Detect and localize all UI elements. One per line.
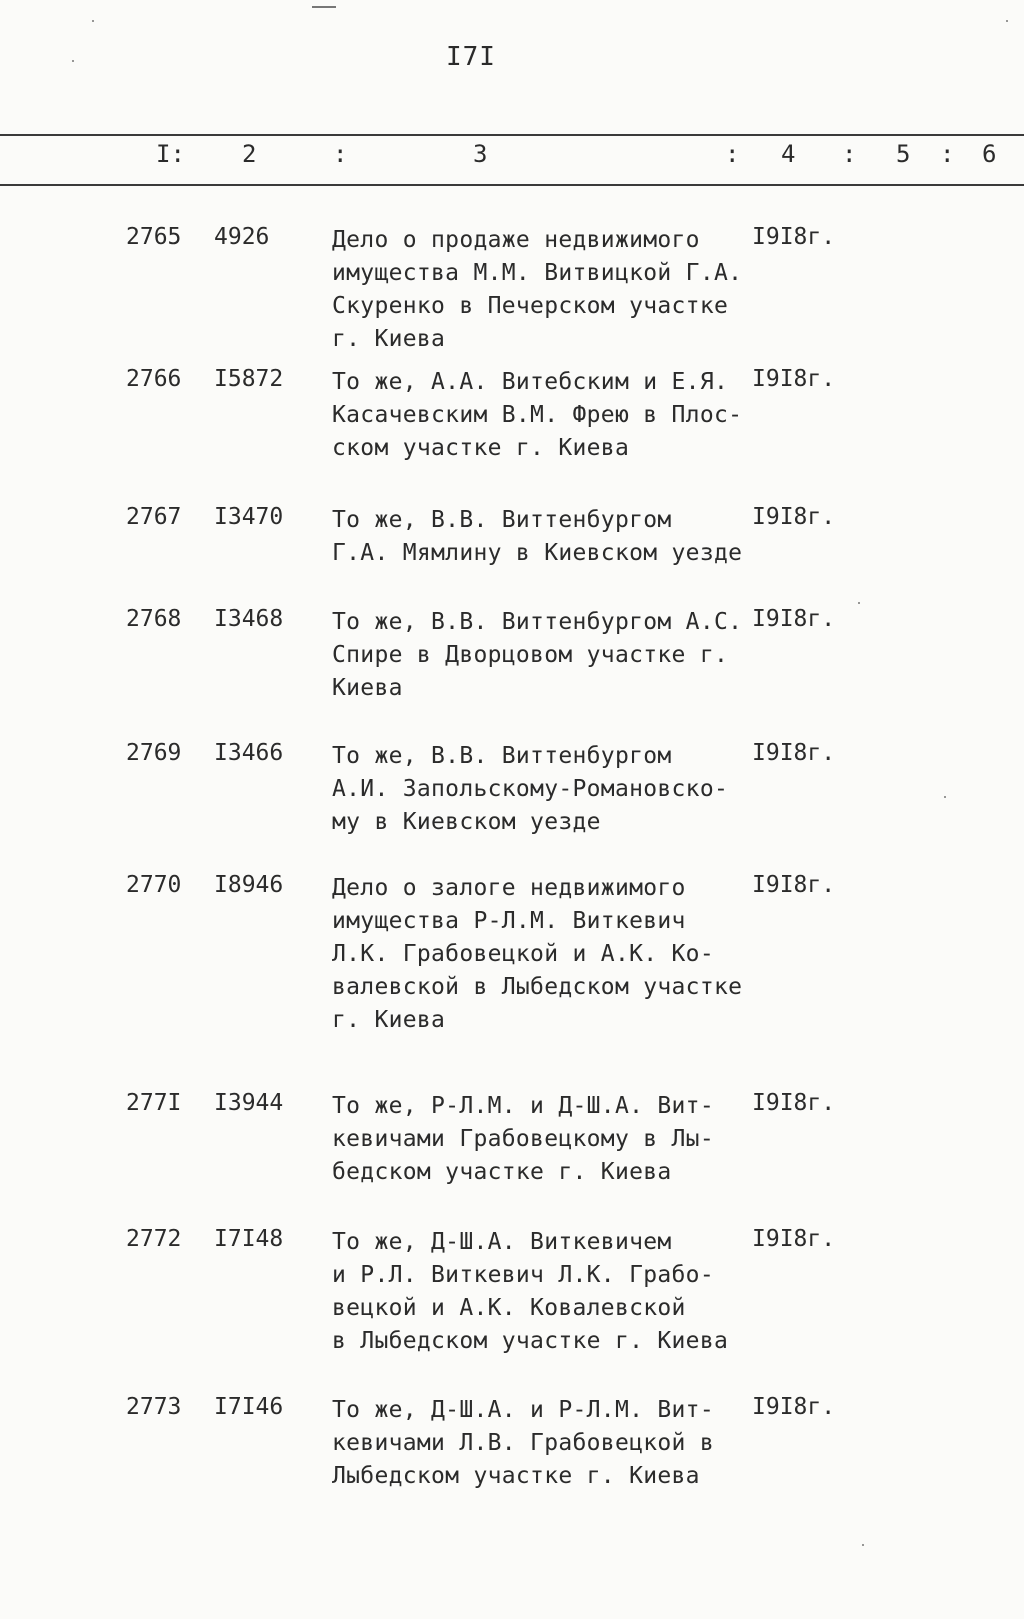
entry-description: Дело о залоге недвижимого имущества Р-Л.М. Виткевич Л.К. Грабовецкой и А.К. Ко- валевской в Лыбедском участке г. Киева — [332, 875, 743, 1033]
entry-code: I7I48 — [214, 1226, 284, 1252]
column-header-2: 2 — [242, 140, 257, 168]
column-separator: : — [940, 140, 955, 168]
column-header-1: I: — [156, 140, 185, 168]
scan-speck — [944, 796, 946, 798]
entry-code: I3466 — [214, 740, 284, 766]
header-rule-bottom — [0, 184, 1024, 186]
scan-speck — [1006, 20, 1008, 22]
column-header-5: 5 — [896, 140, 911, 168]
entry-date: I9I8г. — [752, 504, 836, 530]
entry-date: I9I8г. — [752, 1090, 836, 1116]
entry-number: 2765 — [126, 224, 182, 250]
entry-code: 4926 — [214, 224, 270, 250]
column-separator: : — [333, 140, 348, 168]
entry-number: 2766 — [126, 366, 182, 392]
entry-description: То же, А.А. Витебским и Е.Я. Касачевским В.М. Фрею в Плос- ском участке г. Киева — [332, 369, 743, 461]
entry-date: I9I8г. — [752, 224, 836, 250]
header-rule-top — [0, 134, 1024, 136]
entry-date: I9I8г. — [752, 1226, 836, 1252]
entry-code: I3468 — [214, 606, 284, 632]
entry-code: I8946 — [214, 872, 284, 898]
entry-date: I9I8г. — [752, 366, 836, 392]
column-header-6: 6 — [982, 140, 997, 168]
entry-number: 2768 — [126, 606, 182, 632]
entry-number: 277I — [126, 1090, 182, 1116]
entry-date: I9I8г. — [752, 872, 836, 898]
entry-number: 2769 — [126, 740, 182, 766]
entry-description: То же, В.В. Виттенбургом А.И. Запольскому-Романовско- му в Киевском уезде — [332, 743, 729, 835]
scan-speck — [92, 20, 94, 22]
entry-description: То же, Д-Ш.А. Виткевичем и Р.Л. Виткевич Л.К. Грабо- вецкой и А.К. Ковалевской в Лыбедском участке г. Киева — [332, 1229, 729, 1354]
entry-number: 2773 — [126, 1394, 182, 1420]
column-separator: : — [725, 140, 740, 168]
entry-date: I9I8г. — [752, 1394, 836, 1420]
page-number: I7I — [446, 42, 496, 72]
column-header-4: 4 — [781, 140, 796, 168]
entry-description: То же, Р-Л.М. и Д-Ш.А. Вит- кевичами Грабовецкому в Лы- бедском участке г. Киева — [332, 1093, 714, 1185]
column-header-3: 3 — [473, 140, 488, 168]
scan-speck — [72, 60, 74, 62]
scan-speck — [862, 1544, 864, 1546]
entry-date: I9I8г. — [752, 740, 836, 766]
entry-description: То же, В.В. Виттенбургом А.С. Спире в Дворцовом участке г. Киева — [332, 609, 743, 701]
entry-number: 2770 — [126, 872, 182, 898]
entry-date: I9I8г. — [752, 606, 836, 632]
entry-description: То же, Д-Ш.А. и Р-Л.М. Вит- кевичами Л.В. Грабовецкой в Лыбедском участке г. Киева — [332, 1397, 714, 1489]
scan-speck — [312, 6, 336, 8]
entry-code: I7I46 — [214, 1394, 284, 1420]
entry-code: I3470 — [214, 504, 284, 530]
scan-speck — [858, 602, 860, 604]
column-separator: : — [842, 140, 857, 168]
entry-number: 2772 — [126, 1226, 182, 1252]
entry-description: Дело о продаже недвижимого имущества М.М. Витвицкой Г.А. Скуренко в Печерском участке г. Киева — [332, 227, 743, 352]
entry-code: I5872 — [214, 366, 284, 392]
entry-description: То же, В.В. Виттенбургом Г.А. Мямлину в Киевском уезде — [332, 507, 743, 566]
entry-number: 2767 — [126, 504, 182, 530]
entry-code: I3944 — [214, 1090, 284, 1116]
